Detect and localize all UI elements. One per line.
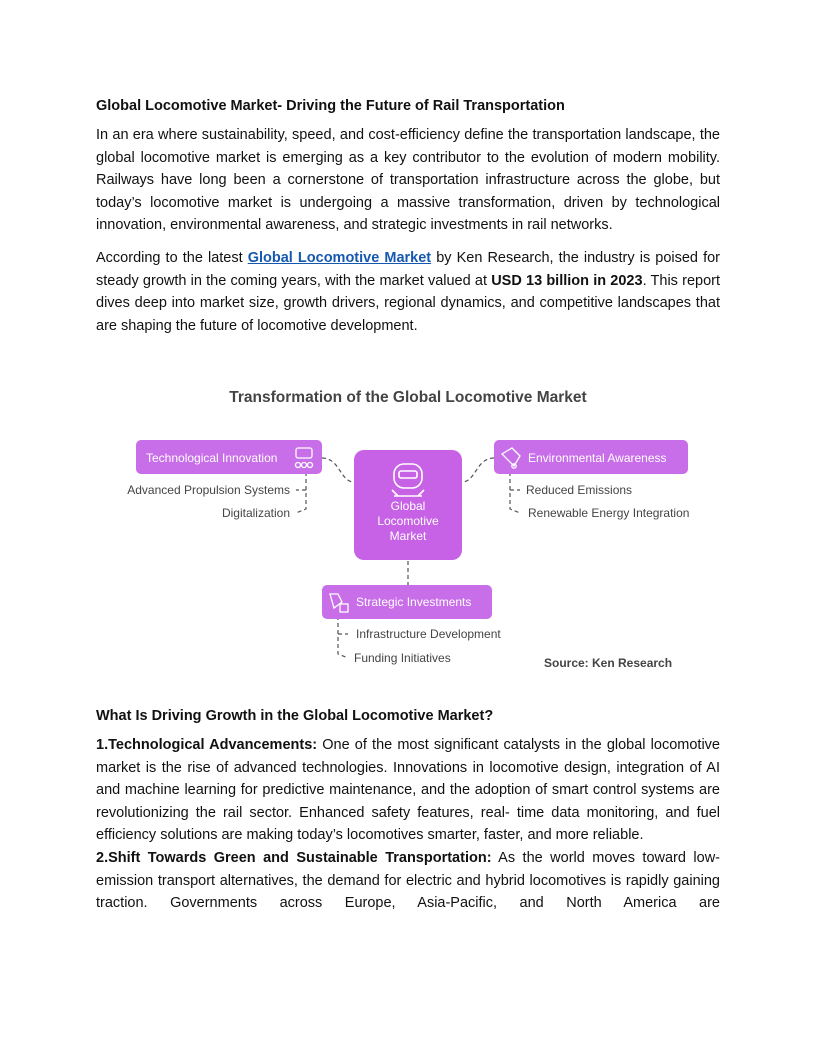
inv-sub-1: Infrastructure Development [356,627,501,641]
tech-label: Technological Innovation [146,451,278,465]
figure-title: Transformation of the Global Locomotive Market [229,389,587,406]
infographic [96,370,720,690]
growth-section [96,708,720,915]
item-2-title: 2.Shift Towards Green and Sustainable Transportation: [96,849,492,866]
section-heading: What Is Driving Growth in the Global Locomotive Market? [96,708,494,724]
report-link[interactable]: Global Locomotive Market [247,249,432,266]
report-paragraph [96,247,720,334]
tech-sub-connector [296,472,306,513]
center-line-3: Market [389,529,427,543]
inv-sub-connector [338,616,348,658]
tech-sub-2: Digitalization [221,506,290,520]
env-label: Environmental Awareness [528,451,667,465]
report-text-1: According to the latest [96,249,248,266]
item-2 [96,847,720,915]
item-1 [96,734,720,847]
center-line-1: Global [390,499,426,513]
report-text-3: . This report dives deep into market size, growth drivers, regional dynamics, and competitive landscapes that are shaping the future of locomotive development. [96,272,720,334]
document-body [96,98,720,334]
env-sub-connector [510,472,520,513]
article-title: Global Locomotive Market- Driving the Future of Rail Transportation [96,98,565,114]
item-1-title: 1.Technological Advancements: [96,737,318,753]
tech-sub-1: Advanced Propulsion Systems [127,483,290,497]
center-line-2: Locomotive [377,514,439,528]
inv-label: Strategic Investments [356,595,472,609]
intro-paragraph: In an era where sustainability, speed, and cost-efficiency define the transportation landscape, the global locomotive market is emerging as a key contributor to the evolution of modern mobility. Railways have long been a cornerstone of transportation infrastructure across the globe, but today’s locomotive market is undergoing a massive transformation, driven by technological innovation, environmental awareness, and strategic investments in rail networks. [96,127,720,234]
item-1-text: One of the most significant catalysts in the global locomotive market is the rise of advanced technologies. Innovations in locomotive design, integration of AI and machine learning for predictive maintenance, and the adoption of smart control systems are revolutionizing the rail sector. Enhanced safety features, real- time data monitoring, and fuel efficiency solutions are making today’s locomotives smarter, faster, and more reliable. [96,737,720,844]
report-text-2: by Ken Research, the industry is poised for steady growth in the coming years, with the market valued at [96,249,720,289]
env-connector [462,458,494,482]
inv-sub-2: Funding Initiatives [354,651,451,665]
tech-connector [322,458,354,482]
figure-source: Source: Ken Research [544,656,673,670]
env-sub-2: Renewable Energy Integration [528,506,690,520]
market-value: USD 13 billion in 2023 [491,272,643,289]
item-2-text: As the world moves toward low-emission transport alternatives, the demand for electric and hybrid locomotives is rapidly gaining traction. Governments across Europe, Asia-Pacific, and North America are [96,849,720,912]
env-sub-1: Reduced Emissions [526,483,633,497]
